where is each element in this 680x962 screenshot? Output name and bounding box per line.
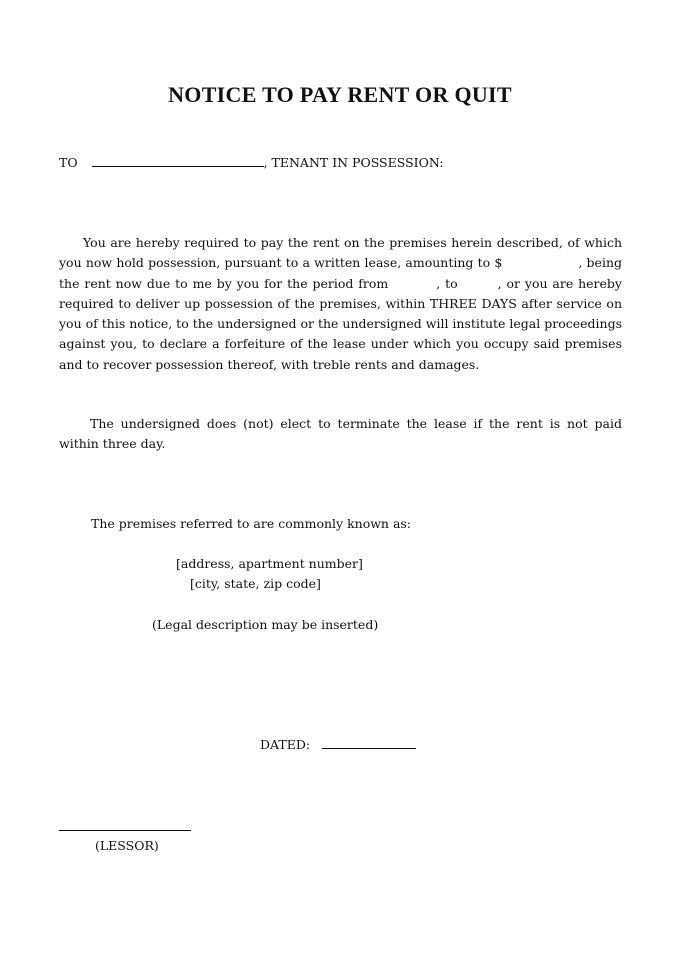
dated-label: DATED: bbox=[260, 737, 311, 752]
to-label: TO bbox=[59, 155, 78, 170]
document-title: NOTICE TO PAY RENT OR QUIT bbox=[168, 82, 512, 107]
tenant-name-blank[interactable] bbox=[92, 155, 264, 167]
demand-text-4: , or you are hereby required to deliver up possession of the premises, within THREE DAYS after service on you of this notice, to the undersigned or the undersigned will institute legal proceedings against you, to declare a forfeiture of the lease under which you occupy said premises and to recover possession thereof, with treble rents and damages. bbox=[59, 275, 622, 372]
date-blank[interactable] bbox=[322, 737, 416, 749]
legal-description-note: (Legal description may be inserted) bbox=[152, 617, 379, 632]
lessor-signature-line[interactable] bbox=[59, 830, 191, 831]
tenant-suffix: , TENANT IN POSSESSION: bbox=[263, 155, 444, 170]
demand-text-3: , to bbox=[436, 275, 458, 291]
address-line-2: [city, state, zip code] bbox=[190, 576, 321, 591]
lessor-label: (LESSOR) bbox=[95, 838, 159, 853]
dated-line bbox=[260, 737, 416, 752]
premises-intro: The premises referred to are commonly known as: bbox=[91, 516, 412, 531]
demand-text-2: , being the rent now due to me by you for the period from bbox=[59, 255, 623, 291]
address-line-1: [address, apartment number] bbox=[176, 556, 363, 571]
election-paragraph bbox=[59, 414, 622, 455]
demand-paragraph bbox=[59, 233, 622, 375]
election-text: The undersigned does (not) elect to terminate the lease if the rent is not paid within three day. bbox=[59, 416, 622, 452]
demand-text-1: You are hereby required to pay the rent on the premises herein described, of which you now hold possession, pursuant to a written lease, amounting to $ bbox=[59, 235, 622, 271]
tenant-line bbox=[59, 155, 444, 170]
